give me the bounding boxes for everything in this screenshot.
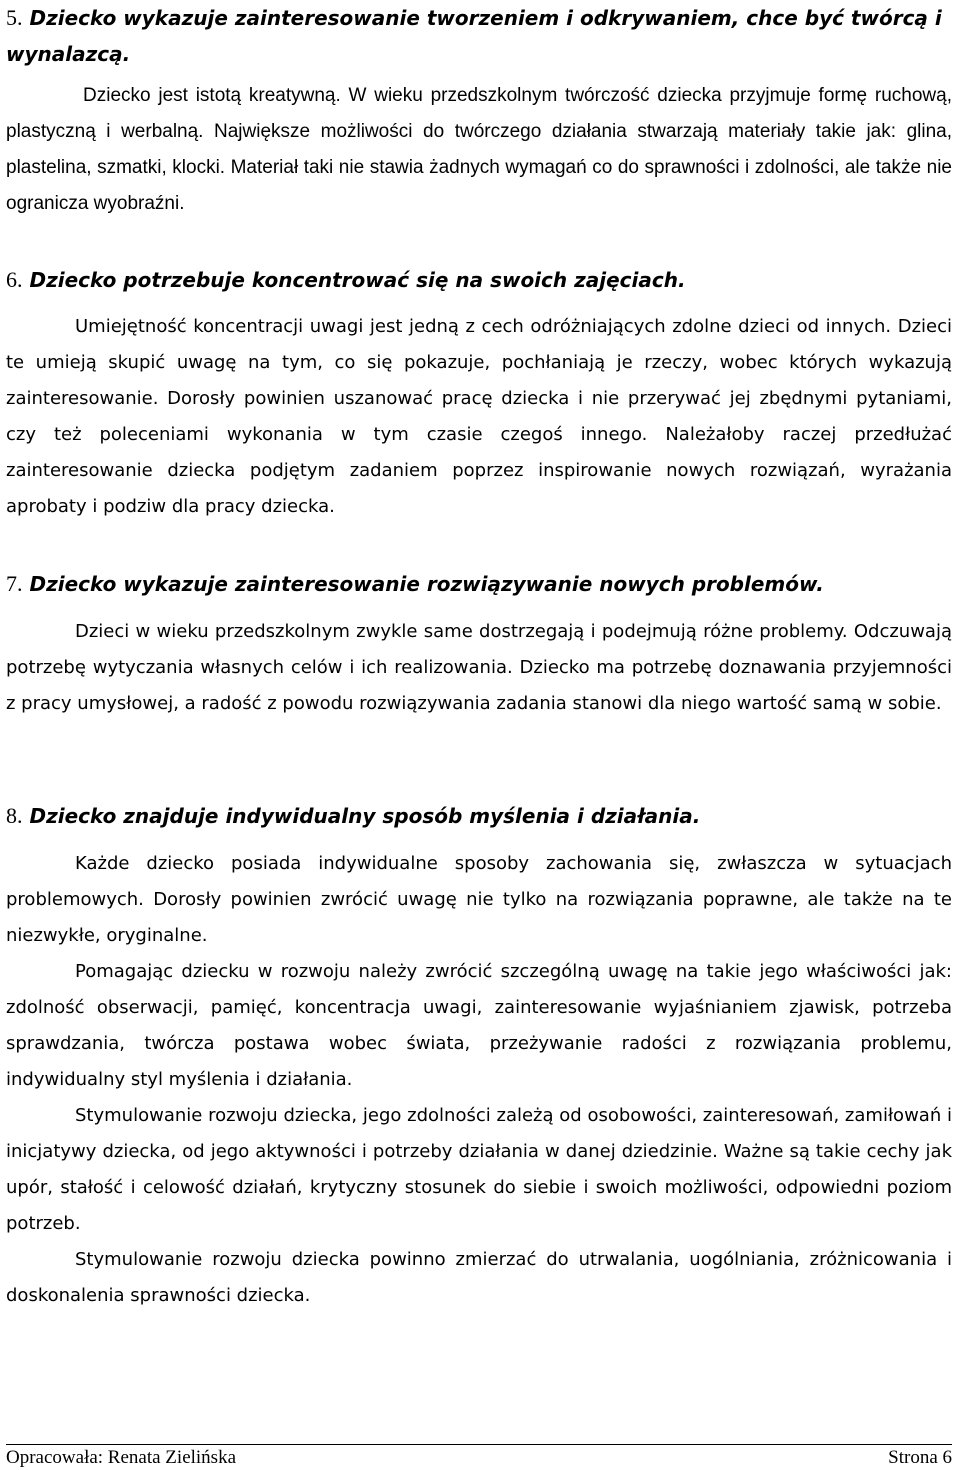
section-6-title: Dziecko potrzebuje koncentrować się na swoich zajęciach. xyxy=(29,268,686,292)
section-8-title: Dziecko znajduje indywidualny sposób myślenia i działania. xyxy=(29,804,701,828)
section-7-paragraph-1: Dzieci w wieku przedszkolnym zwykle same dostrzegają i podejmują różne problemy. Odczuwają potrzebę wytyczania własnych celów i ich realizowania. Dziecko ma potrzebę doznawania przyjemności z pracy umysłowej, a radość z powodu rozwiązywania zadania stanowi dla niego wartość samą w sobie. xyxy=(6,621,952,714)
section-7-title: Dziecko wykazuje zainteresowanie rozwiązywanie nowych problemów. xyxy=(29,572,824,596)
section-8-paragraph-3: Stymulowanie rozwoju dziecka, jego zdolności zależą od osobowości, zainteresowań, zamiłowań i inicjatywy dziecka, od jego aktywności i potrzeby działania w danej dziedzinie. Ważne są takie cechy jak upór, stałość i celowość działań, krytyczny stosunek do siebie i swoich możliwości, odpowiedni poziom potrzeb. xyxy=(6,1105,952,1234)
section-8-paragraph-2: Pomagając dziecku w rozwoju należy zwrócić szczególną uwagę na takie jego właściwości jak: zdolność obserwacji, pamięć, koncentracja uwagi, zainteresowanie wyjaśnianiem zjawisk, potrzeba sprawdzania, twórcza postawa wobec świata, przeżywanie radości z rozwiązania problemu, indywidualny styl myślenia i działania. xyxy=(6,961,952,1090)
section-5-title: Dziecko wykazuje zainteresowanie tworzeniem i odkrywaniem, chce być twórcą i wynalazcą. xyxy=(6,6,942,66)
footer-author: Opracowała: Renata Zielińska xyxy=(6,1447,237,1468)
section-6-number: 6. xyxy=(6,267,23,292)
section-6-paragraph-1: Umiejętność koncentracji uwagi jest jedną z cech odróżniających zdolne dzieci od innych. Dzieci te umieją skupić uwagę na tym, co się pokazuje, pochłaniają je rzeczy, wobec których wykazują zainteresowanie. Dorosły powinien uszanować pracę dziecka i nie przerywać jej zbędnymi pytaniami, czy też poleceniami wykonania w tym czasie czegoś innego. Należałoby raczej przedłużać zainteresowanie dziecka podjętym zadaniem poprzez inspirowanie nowych rozwiązań, wyrażania aprobaty i podziw dla pracy dziecka. xyxy=(6,316,952,517)
section-6-heading xyxy=(6,262,952,298)
footer-divider xyxy=(6,1444,952,1445)
section-5-heading xyxy=(6,0,952,72)
section-8-paragraph-1: Każde dziecko posiada indywidualne sposoby zachowania się, zwłaszcza w sytuacjach problemowych. Dorosły powinien zwrócić uwagę nie tylko na rozwiązania poprawne, ale także na te niezwykłe, oryginalne. xyxy=(6,853,952,946)
section-8-heading xyxy=(6,798,952,834)
section-5-number: 5. xyxy=(6,5,23,30)
footer-page-number: Strona 6 xyxy=(888,1447,952,1468)
section-7-heading xyxy=(6,566,952,602)
section-8-paragraph-4: Stymulowanie rozwoju dziecka powinno zmierzać do utrwalania, uogólniania, zróżnicowania i doskonalenia sprawności dziecka. xyxy=(6,1249,952,1306)
section-7-number: 7. xyxy=(6,571,23,596)
section-5-paragraph-1: Dziecko jest istotą kreatywną. W wieku przedszkolnym twórczość dziecka przyjmuje formę ruchową, plastyczną i werbalną. Największe możliwości do twórczego działania stwarzają materiały takie jak: glina, plastelina, szmatki, klocki. Materiał taki nie stawia żadnych wymagań co do sprawności i zdolności, ale także nie ogranicza wyobraźni. xyxy=(6,85,952,214)
section-8-number: 8. xyxy=(6,803,23,828)
